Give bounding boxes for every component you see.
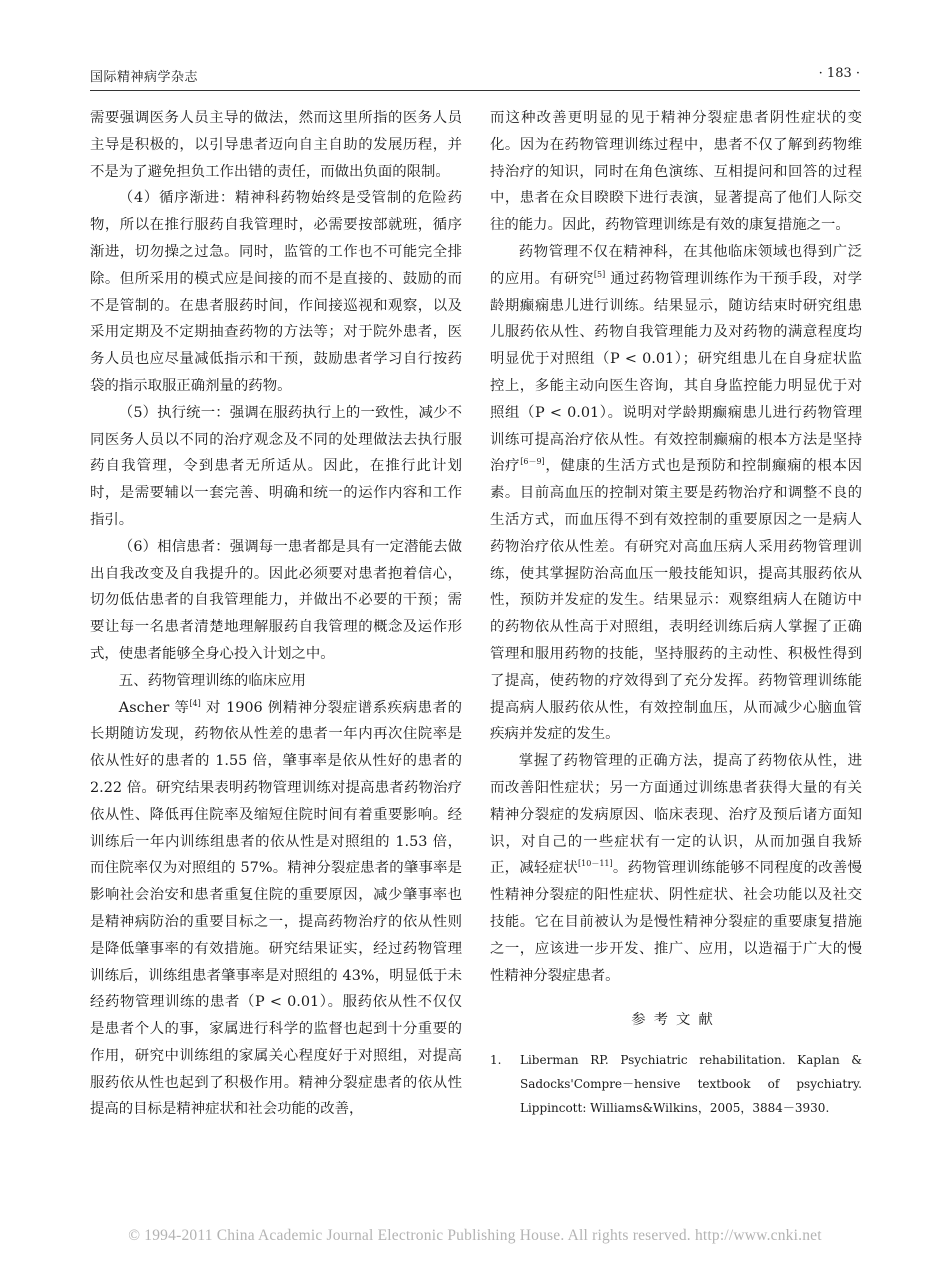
text-run: ，健康的生活方式也是预防和控制癫痫的根本因素。目前高血压的控制对策主要是药物治疗和调整不良的生活方式，而血压得不到有效控制的重要原因之一是病人药物治疗依从性差。有研究对高血压病人采用药物管理训练，使其掌握防治高血压一般技能知识，提高其服药依从性，预防并发症的发生。结果显示：观察组病人在随访中的药物依从性高于对照组，表明经训练后病人掌握了正确管理和服用药物的技能，坚持服药的主动性、积极性得到了提高，使药物的疗效得到了充分发挥。药物管理训练能提高病人服药依从性，有效控制血压，从而减少心脑血管疾病并发症的发生。	[490, 458, 862, 743]
reference-text: Liberman RP. Psychiatric rehabilitation. Kaplan & Sadocks'Compre－hensive textbook of psychiatry. Lippincott: Williams&Wilkins，2005，3884－3930.	[520, 1053, 862, 1116]
reference-number: 1.	[490, 1053, 502, 1068]
paragraph-step-4: （4）循序渐进：精神科药物始终是受管制的危险药物，所以在推行服药自我管理时，必需要按部就班，循序渐进，切勿操之过急。同时，监管的工作也不可能完全排除。但所采用的模式应是间接的而不是直接的、鼓励的而不是管制的。在患者服药时间，作间接巡视和观察，以及采用定期及不定期抽查药物的方法等；对于院外患者，医务人员也应尽量减低指示和干预，鼓励患者学习自行按药袋的指示取服正确剂量的药物。	[90, 190, 462, 394]
journal-name: 国际精神病学杂志	[90, 70, 199, 85]
section-heading-clinical-application: 五、药物管理训练的临床应用	[118, 672, 306, 689]
paragraph-step-6: （6）相信患者：强调每一患者都是具有一定潜能去做出自我改变及自我提升的。因此必须要对患者抱着信心，切勿低估患者的自我管理能力，并做出不必要的干预；需要让每一名患者清楚地理解服药自我管理的概念及运作形式，使患者能够全身心投入计划之中。	[90, 538, 462, 662]
text-run: 通过药物管理训练作为干预手段，对学龄期癫痫患儿进行训练。结果显示，随访结束时研究组患儿服药依从性、药物自我管理能力及对药物的满意程度均明显优于对照组（P < 0.01）；研究组患儿在自身症状监控上，多能主动向医生咨询，其自身监控能力明显优于对照组（P < 0.01）。说明对学龄期癫痫患儿进行药物管理训练可提高治疗依从性。有效控制癫痫的根本方法是坚持治疗	[490, 270, 862, 475]
references-title: 参考文献	[631, 1012, 721, 1029]
citation-ref: [4]	[189, 698, 201, 708]
text-run: 对 1906 例精神分裂症谱系疾病患者的长期随访发现，药物依从性差的患者一年内再次住院率是依从性好的患者的 1.55 倍，肇事率是依从性好的患者的 2.22 倍。研究结果表明药物管理训练对提高患者药物治疗依从性、降低再住院率及缩短住院时间有着重要影响。经训练后一年内训练组患者的依从性是对照组的 1.53 倍，而住院率仅为对照组的 57%。精神分裂症患者的肇事率是影响社会治安和患者重复住院的重要原因，减少肇事率也是精神病防治的重要目标之一，提高药物治疗的依从性则是降低肇事率的有效措施。研究结果证实，经过药物管理训练后，训练组患者肇事率是对照组的 43%，明显低于未经药物管理训练的患者（P < 0.01）。服药依从性不仅仅是患者个人的事，家属进行科学的监督也起到十分重要的作用，研究中训练组的家属关心程度好于对照组，对提高服药依从性也起到了积极作用。精神分裂症患者的依从性提高的目标是精神症状和社会功能的改善，	[90, 699, 462, 1118]
paragraph-ascher	[90, 695, 462, 1124]
copyright-notice: © 1994-2011 China Academic Journal Electronic Publishing House. All rights reserved. http://www.cnki.net	[128, 1227, 822, 1244]
text-run: 掌握了药物管理的正确方法，提高了药物依从性，进而改善阳性症状；另一方面通过训练患者获得大量的有关精神分裂症的发病原因、临床表现、治疗及预后诸方面知识，对自己的一些症状有一定的认识，从而加强自我矫正，减轻症状	[490, 753, 862, 877]
text-run: 药物管理不仅在精神科，在其他临床领域也得到广泛的应用。有研究	[490, 243, 862, 287]
paragraph-continued: 需要强调医务人员主导的做法，然而这里所指的医务人员主导是积极的，以引导患者迈向自主自助的发展历程，并不是为了避免担负工作出错的责任，而做出负面的限制。	[90, 110, 462, 180]
paragraph-continued-right: 而这种改善更明显的见于精神分裂症患者阴性症状的变化。因为在药物管理训练过程中，患者不仅了解到药物维持治疗的知识，同时在角色演练、互相提问和回答的过程中，患者在众目睽睽下进行表演，显著提高了他们人际交往的能力。因此，药物管理训练是有效的康复措施之一。	[490, 110, 862, 234]
citation-ref: [6－9]	[520, 457, 545, 467]
left-column	[90, 105, 462, 1123]
page-number: · 183 ·	[818, 66, 860, 81]
right-column	[490, 105, 862, 1120]
text-run: 。药物管理训练能够不同程度的改善慢性精神分裂症的阳性症状、阴性症状、社会功能以及社交技能。它在目前被认为是慢性精神分裂症的重要康复措施之一，应该进一步开发、推广、应用，以造福于广大的慢性精神分裂症患者。	[490, 860, 862, 984]
running-header	[90, 62, 860, 91]
citation-ref: [10－11]	[578, 859, 613, 869]
paragraph-conclusion	[490, 748, 862, 989]
paragraph-other-fields	[490, 239, 862, 748]
citation-ref: [5]	[593, 269, 606, 279]
reference-item	[490, 1048, 862, 1120]
text-run: Ascher 等	[118, 699, 190, 716]
paragraph-step-5: （5）执行统一：强调在服药执行上的一致性，减少不同医务人员以不同的治疗观念及不同的处理做法去执行服药自我管理，令到患者无所适从。因此，在推行此计划时，是需要辅以一套完善、明确和统一的运作内容和工作指引。	[90, 404, 462, 528]
